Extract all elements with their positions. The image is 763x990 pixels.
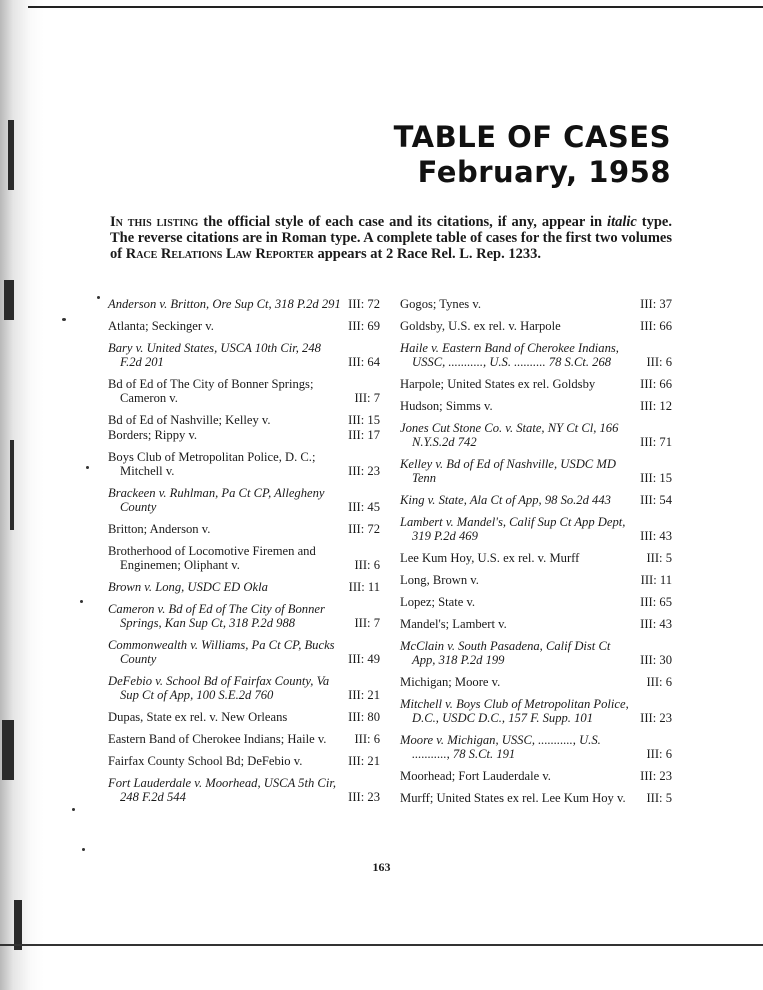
case-name: Fort Lauderdale v. Moorhead, USCA 5th Cir, 248 F.2d 544 <box>108 776 336 804</box>
case-reference: III: 6 <box>646 747 672 761</box>
case-name: Moore v. Michigan, USSC, ..........., U.S. ..........., 78 S.Ct. 191 <box>400 733 601 761</box>
ink-speck <box>86 466 89 469</box>
case-reference: III: 72 <box>348 522 380 536</box>
case-reference: III: 72 <box>348 297 380 311</box>
case-name: Bd of Ed of Nashville; Kelley v. <box>108 413 271 427</box>
case-name: Harpole; United States ex rel. Goldsby <box>400 377 596 391</box>
case-name: Moorhead; Fort Lauderdale v. <box>400 769 551 783</box>
case-reference: III: 43 <box>640 529 672 543</box>
case-reference: III: 6 <box>646 675 672 689</box>
case-name: Anderson v. Britton, Ore Sup Ct, 318 P.2d 291 <box>108 297 341 311</box>
case-entry <box>400 377 672 391</box>
case-name: Boys Club of Metropolitan Police, D. C.; Mitchell v. <box>108 450 316 478</box>
case-entry <box>108 674 380 702</box>
case-entry <box>108 297 380 311</box>
case-reference: III: 11 <box>640 573 672 587</box>
case-name: Kelley v. Bd of Ed of Nashville, USDC MD Tenn <box>400 457 616 485</box>
intro-italic-word: italic <box>607 214 637 230</box>
case-reference: III: 15 <box>640 471 672 485</box>
ink-speck <box>82 848 85 851</box>
title-block <box>394 120 671 190</box>
case-name: McClain v. South Pasadena, Calif Dist Ct App, 318 P.2d 199 <box>400 639 611 667</box>
case-reference: III: 11 <box>348 580 380 594</box>
case-entry <box>400 515 672 543</box>
right-column <box>400 297 672 813</box>
case-name: Bary v. United States, USCA 10th Cir, 248 F.2d 201 <box>108 341 321 369</box>
case-entry <box>400 697 672 725</box>
page-number: 163 <box>372 860 391 874</box>
case-entry <box>108 710 380 724</box>
case-name: Michigan; Moore v. <box>400 675 501 689</box>
case-reference: III: 23 <box>348 790 380 804</box>
case-reference: III: 23 <box>348 464 380 478</box>
case-name: Fairfax County School Bd; DeFebio v. <box>108 754 303 768</box>
case-reference: III: 30 <box>640 653 672 667</box>
case-name: Britton; Anderson v. <box>108 522 211 536</box>
case-name: Cameron v. Bd of Ed of The City of Bonner Springs, Kan Sup Ct, 318 P.2d 988 <box>108 602 325 630</box>
case-entry <box>400 595 672 609</box>
case-name: Brown v. Long, USDC ED Okla <box>108 580 268 594</box>
case-reference: III: 49 <box>348 652 380 666</box>
case-entry <box>400 319 672 333</box>
case-entry <box>108 522 380 536</box>
case-reference: III: 17 <box>348 428 380 442</box>
case-reference: III: 80 <box>348 710 380 724</box>
case-reference: III: 64 <box>348 355 380 369</box>
case-entry <box>108 544 380 572</box>
case-name: Haile v. Eastern Band of Cherokee Indians, USSC, ..........., U.S. .......... 78 S.Ct. 268 <box>400 341 619 369</box>
ink-speck <box>62 318 66 321</box>
case-name: Mitchell v. Boys Club of Metropolitan Police, D.C., USDC D.C., 157 F. Supp. 101 <box>400 697 629 725</box>
case-name: Borders; Rippy v. <box>108 428 198 442</box>
case-reference: III: 69 <box>348 319 380 333</box>
case-name: Murff; United States ex rel. Lee Kum Hoy v. <box>400 791 626 805</box>
case-entry <box>108 319 380 333</box>
intro-paragraph <box>110 214 672 262</box>
case-entry <box>400 617 672 631</box>
case-name: Atlanta; Seckinger v. <box>108 319 214 333</box>
case-name: Eastern Band of Cherokee Indians; Haile v. <box>108 732 327 746</box>
case-entry <box>108 776 380 804</box>
case-name: Goldsby, U.S. ex rel. v. Harpole <box>400 319 561 333</box>
case-entry <box>400 573 672 587</box>
top-rule <box>28 6 763 8</box>
intro-text-1: the official style of each case and its citations, if any, appear in <box>198 214 608 230</box>
case-entry <box>400 493 672 507</box>
binding-mark <box>4 280 14 320</box>
case-reference: III: 21 <box>348 754 380 768</box>
case-entry <box>108 377 380 405</box>
scan-binding-shadow <box>0 0 44 990</box>
case-reference: III: 66 <box>640 377 672 391</box>
ink-speck <box>80 600 83 603</box>
case-entry <box>400 675 672 689</box>
case-reference: III: 12 <box>640 399 672 413</box>
bottom-rule <box>0 944 763 946</box>
binding-mark <box>8 120 14 190</box>
case-reference: III: 6 <box>646 355 672 369</box>
case-entry <box>400 457 672 485</box>
ink-speck <box>72 808 75 811</box>
binding-mark <box>2 720 14 780</box>
case-reference: III: 23 <box>640 711 672 725</box>
case-entry <box>400 791 672 805</box>
case-reference: III: 71 <box>640 435 672 449</box>
case-entry <box>108 486 380 514</box>
case-name: Bd of Ed of The City of Bonner Springs; Cameron v. <box>108 377 314 405</box>
case-entry <box>108 602 380 630</box>
case-reference: III: 7 <box>354 616 380 630</box>
case-entry <box>400 733 672 761</box>
case-reference: III: 15 <box>348 413 380 427</box>
case-name: DeFebio v. School Bd of Fairfax County, Va Sup Ct of App, 100 S.E.2d 760 <box>108 674 330 702</box>
case-reference: III: 45 <box>348 500 380 514</box>
case-reference: III: 5 <box>646 551 672 565</box>
ink-speck <box>97 296 100 299</box>
binding-mark <box>14 900 22 950</box>
case-reference: III: 65 <box>640 595 672 609</box>
left-column <box>108 297 380 812</box>
case-entry <box>400 297 672 311</box>
case-name: Brotherhood of Locomotive Firemen and Enginemen; Oliphant v. <box>108 544 316 572</box>
case-entry <box>108 450 380 478</box>
case-name: Brackeen v. Ruhlman, Pa Ct CP, Allegheny County <box>108 486 325 514</box>
case-entry <box>108 413 380 427</box>
case-entry <box>108 341 380 369</box>
case-entry <box>108 638 380 666</box>
case-entry <box>400 399 672 413</box>
case-entry <box>108 580 380 594</box>
case-name: Lambert v. Mandel's, Calif Sup Ct App Dept, 319 P.2d 469 <box>400 515 626 543</box>
case-reference: III: 54 <box>640 493 672 507</box>
case-reference: III: 5 <box>646 791 672 805</box>
case-reference: III: 66 <box>640 319 672 333</box>
intro-text-3: appears at 2 Race Rel. L. Rep. 1233. <box>313 246 541 262</box>
binding-mark <box>10 440 14 530</box>
case-reference: III: 7 <box>354 391 380 405</box>
case-name: Commonwealth v. Williams, Pa Ct CP, Bucks County <box>108 638 335 666</box>
case-name: Hudson; Simms v. <box>400 399 493 413</box>
case-entry <box>108 732 380 746</box>
intro-reporter-name: Race Relations Law Reporter <box>125 246 314 262</box>
case-name: Lopez; State v. <box>400 595 476 609</box>
case-name: Lee Kum Hoy, U.S. ex rel. v. Murff <box>400 551 580 565</box>
case-entry <box>400 639 672 667</box>
case-name: Long, Brown v. <box>400 573 479 587</box>
case-entry <box>400 421 672 449</box>
case-reference: III: 6 <box>354 732 380 746</box>
case-name: Jones Cut Stone Co. v. State, NY Ct Cl, 166 N.Y.S.2d 742 <box>400 421 619 449</box>
case-entry <box>400 769 672 783</box>
page-subtitle: February, 1958 <box>417 155 671 189</box>
case-reference: III: 23 <box>640 769 672 783</box>
case-reference: III: 37 <box>640 297 672 311</box>
case-entry <box>400 551 672 565</box>
case-reference: III: 6 <box>354 558 380 572</box>
case-name: Dupas, State ex rel. v. New Orleans <box>108 710 288 724</box>
case-name: King v. State, Ala Ct of App, 98 So.2d 443 <box>400 493 611 507</box>
case-entry <box>108 428 380 442</box>
case-reference: III: 43 <box>640 617 672 631</box>
page-title: TABLE OF CASES <box>393 120 671 154</box>
case-name: Mandel's; Lambert v. <box>400 617 507 631</box>
case-name: Gogos; Tynes v. <box>400 297 481 311</box>
case-entry <box>108 754 380 768</box>
case-entry <box>400 341 672 369</box>
intro-text-2: type. The reverse citations are in Roman type. A complete table of cases for the first two volumes of <box>110 214 672 262</box>
case-reference: III: 21 <box>348 688 380 702</box>
intro-lead: In this listing <box>110 214 199 230</box>
